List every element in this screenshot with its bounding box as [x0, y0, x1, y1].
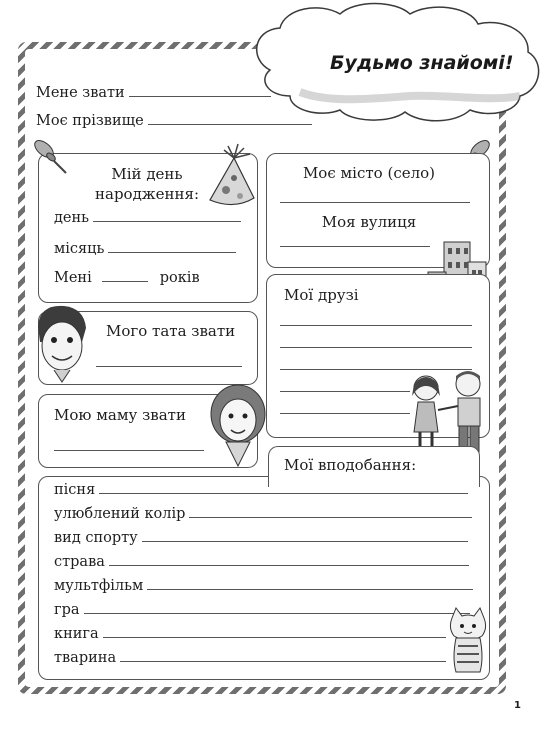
- party-hat-icon: [204, 144, 274, 214]
- pin-icon: [28, 135, 68, 175]
- birthday-day-line[interactable]: [93, 220, 241, 222]
- father-line[interactable]: [96, 366, 242, 367]
- likes-item-label: книга: [54, 626, 99, 642]
- likes-item[interactable]: [54, 602, 470, 618]
- likes-item[interactable]: [54, 530, 468, 546]
- mother-face-icon: [206, 378, 268, 470]
- likes-item-line[interactable]: [109, 564, 469, 566]
- birthday-age-field[interactable]: [54, 270, 200, 286]
- likes-item[interactable]: [54, 482, 468, 498]
- likes-item-label: вид спорту: [54, 530, 138, 546]
- likes-item-line[interactable]: [147, 588, 473, 590]
- likes-item[interactable]: [54, 506, 472, 522]
- likes-item-line[interactable]: [103, 636, 446, 638]
- likes-heading: Мої вподобання:: [284, 456, 417, 474]
- likes-item-label: тварина: [54, 650, 117, 666]
- birthday-age-line[interactable]: [102, 280, 148, 282]
- surname-line[interactable]: [148, 123, 312, 125]
- page-number: 1: [514, 700, 521, 711]
- birthday-day-label: день: [54, 210, 90, 226]
- friends-line[interactable]: [280, 391, 410, 392]
- friends-line[interactable]: [280, 347, 472, 348]
- father-heading: Мого тата звати: [106, 322, 236, 340]
- likes-item[interactable]: [54, 578, 473, 594]
- likes-item-line[interactable]: [142, 540, 468, 542]
- likes-item-label: мультфільм: [54, 578, 144, 594]
- kitten-icon: [444, 606, 492, 678]
- street-line[interactable]: [280, 246, 430, 247]
- birthday-age-suffix: років: [159, 270, 200, 286]
- city-line[interactable]: [280, 202, 470, 203]
- name-field[interactable]: [36, 85, 271, 101]
- likes-item-label: пісня: [54, 482, 96, 498]
- surname-field[interactable]: [36, 113, 312, 129]
- friends-line[interactable]: [280, 413, 410, 414]
- likes-item-line[interactable]: [99, 492, 468, 494]
- father-face-icon: [30, 298, 94, 386]
- likes-item-line[interactable]: [120, 660, 446, 662]
- birthday-month-label: місяць: [54, 241, 105, 257]
- birthday-heading: [82, 164, 212, 204]
- birthday-month-line[interactable]: [108, 251, 236, 253]
- likes-item-label: улюблений колір: [54, 506, 186, 522]
- likes-item-label: гра: [54, 602, 80, 618]
- mother-line[interactable]: [54, 450, 204, 451]
- likes-item-label: страва: [54, 554, 105, 570]
- friends-heading: Мої друзі: [284, 286, 359, 304]
- likes-item-line[interactable]: [189, 516, 472, 518]
- birthday-month-field[interactable]: [54, 241, 236, 257]
- likes-item-line[interactable]: [84, 612, 470, 614]
- likes-item[interactable]: [54, 554, 469, 570]
- name-line[interactable]: [129, 95, 271, 97]
- city-heading: Моє місто (село): [302, 164, 436, 182]
- likes-item[interactable]: [54, 650, 446, 666]
- birthday-age-prefix: Мені: [54, 270, 92, 286]
- surname-label: Моє прізвище: [36, 113, 144, 129]
- name-label: Мене звати: [36, 85, 125, 101]
- likes-tab-joint: [269, 476, 477, 480]
- mother-heading: Мою маму звати: [54, 406, 186, 424]
- birthday-heading-line1: Мій день: [111, 165, 183, 183]
- likes-item[interactable]: [54, 626, 446, 642]
- friends-line[interactable]: [280, 325, 472, 326]
- birthday-heading-line2: народження:: [95, 185, 199, 203]
- page-title: Будьмо знайомі!: [330, 52, 514, 74]
- street-heading: Моя вулиця: [321, 213, 417, 231]
